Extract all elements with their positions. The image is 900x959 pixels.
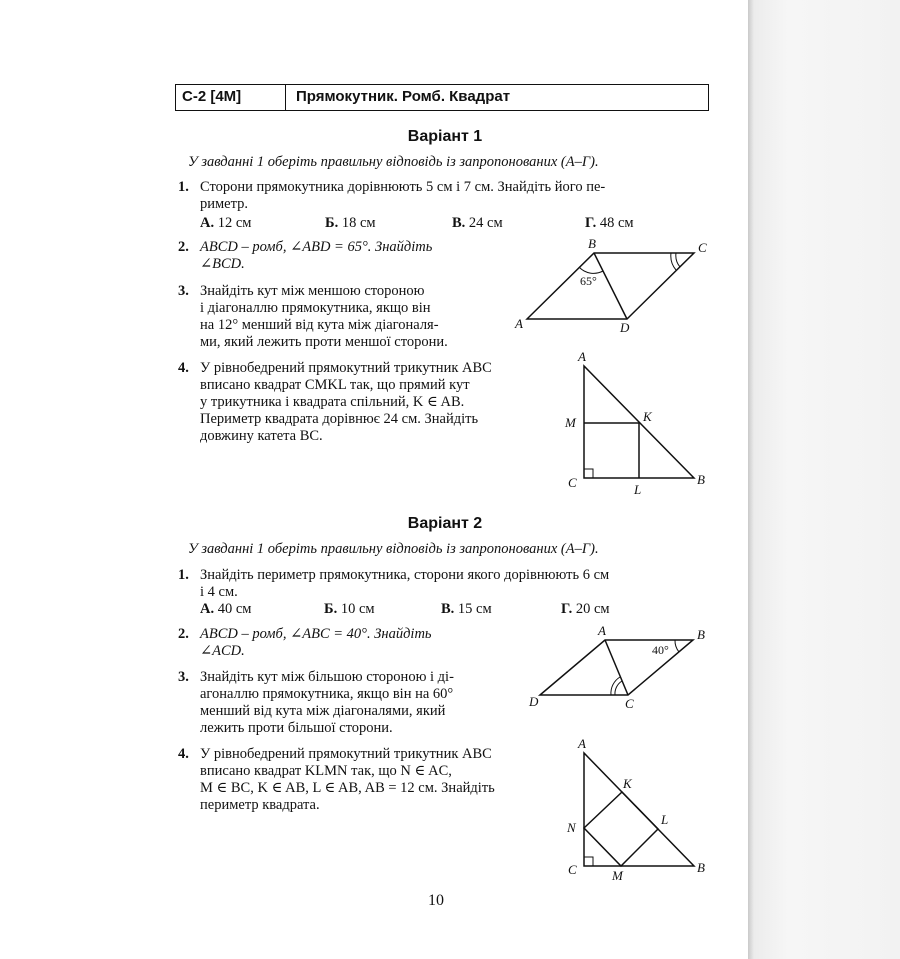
variant1-title: Варіант 1 <box>407 128 483 145</box>
v1-task4-line: у трикутника і квадрата спільний, K ∈ AB. <box>200 394 465 410</box>
label-k: K <box>623 776 632 791</box>
variant2-title: Варіант 2 <box>407 515 483 532</box>
square-cmkl <box>584 423 639 478</box>
v1-triangle-figure <box>560 348 720 498</box>
angle-arc-b <box>675 640 679 652</box>
v1-task4 <box>178 360 560 445</box>
v2-task1-line1: Знайдіть периметр прямокутника, сторони якого дорівнюють 6 см <box>200 567 610 583</box>
label-a: A <box>598 623 606 638</box>
v2-task4-number: 4. <box>178 746 189 762</box>
v1-task2-line2: ∠BCD. <box>200 256 245 272</box>
v2-option-b: Б. 10 см <box>324 601 375 617</box>
v1-task3 <box>178 283 520 351</box>
label-d: D <box>620 320 630 335</box>
v1-rhombus-figure <box>500 235 730 335</box>
v2-task3 <box>178 669 530 737</box>
v1-task4-number: 4. <box>178 360 189 376</box>
label-d: D <box>529 694 539 709</box>
v2-option-a: А. 40 см <box>200 601 252 617</box>
label-a: A <box>578 349 586 364</box>
v1-task2 <box>178 239 510 273</box>
label-b: B <box>697 860 705 875</box>
v1-task2-number: 2. <box>178 239 189 255</box>
v2-option-d: Г. 20 см <box>561 601 610 617</box>
v2-task3-number: 3. <box>178 669 189 685</box>
v1-task3-line: Знайдіть кут між меншою стороною <box>200 283 425 299</box>
v2-task2-number: 2. <box>178 626 189 642</box>
angle-label: 40° <box>652 643 669 657</box>
v2-task4-line: вписано квадрат KLMN так, що N ∈ AC, <box>200 763 452 779</box>
v1-task4-line: довжину катета BC. <box>200 428 323 444</box>
label-b: B <box>697 472 705 487</box>
v2-task2 <box>178 626 520 660</box>
angle-label: 65° <box>580 274 597 288</box>
angle-arc-b <box>579 267 603 273</box>
v1-task2-line1: ABCD – ромб, ∠ABD = 65°. Знайдіть <box>200 239 433 255</box>
label-b: B <box>588 236 596 251</box>
label-m: M <box>565 415 576 430</box>
v2-task3-line: менший від кута між діагоналями, який <box>200 703 446 719</box>
v1-option-b: Б. 18 см <box>325 215 376 231</box>
right-angle-mark <box>584 469 593 478</box>
v1-task3-number: 3. <box>178 283 189 299</box>
header-code: С-2 [4М] <box>176 85 286 110</box>
label-c: C <box>568 862 577 877</box>
angle-arc-c-inner <box>671 253 676 270</box>
label-l: L <box>634 482 642 497</box>
v1-option-d: Г. 48 см <box>585 215 634 231</box>
diagonal-bd <box>594 253 627 319</box>
v2-option-c: В. 15 см <box>441 601 492 617</box>
label-l: L <box>661 812 669 827</box>
v1-task3-line: і діагоналлю прямокутника, якщо він <box>200 300 431 316</box>
v1-task3-line: на 12° менший від кута між діагоналя- <box>200 317 439 333</box>
angle-arc-c <box>676 253 680 267</box>
v1-task3-line: ми, який лежить проти меншої сторони. <box>200 334 448 350</box>
v1-task1 <box>178 179 740 213</box>
v1-task1-line2: риметр. <box>200 196 249 212</box>
label-c: C <box>568 475 577 490</box>
label-c: C <box>698 240 707 255</box>
v2-task3-line: агоналлю прямокутника, якщо він на 60° <box>200 686 454 702</box>
v1-task1-number: 1. <box>178 179 189 195</box>
v2-task1-line2: і 4 см. <box>200 584 238 600</box>
v1-option-c: В. 24 см <box>452 215 503 231</box>
header-title: Прямокутник. Ромб. Квадрат <box>296 88 511 105</box>
v2-task4-line: M ∈ BC, K ∈ AB, L ∈ AB, AB = 12 см. Знайдіть <box>200 780 495 796</box>
v1-task1-line1: Сторони прямокутника дорівнюють 5 см і 7 см. Знайдіть його пе- <box>200 179 606 195</box>
v2-rhombus-figure <box>525 622 725 717</box>
v1-task4-line: У рівнобедрений прямокутний трикутник ABC <box>200 360 492 376</box>
v2-task2-line2: ∠ACD. <box>200 643 245 659</box>
v1-task4-line: Периметр квадрата дорівнює 24 см. Знайдіть <box>200 411 479 427</box>
v1-task4-line: вписано квадрат CMKL так, що прямий кут <box>200 377 470 393</box>
page-number: 10 <box>428 892 444 909</box>
label-m: M <box>612 868 623 883</box>
v2-task1-number: 1. <box>178 567 189 583</box>
square-klmn <box>584 792 658 866</box>
label-c: C <box>625 696 634 711</box>
v2-task1 <box>178 567 740 601</box>
right-angle-mark <box>584 857 593 866</box>
v2-task4 <box>178 746 560 814</box>
v2-task2-line1: ABCD – ромб, ∠ABC = 40°. Знайдіть <box>200 626 432 642</box>
variant1-instruction: У завданні 1 оберіть правильну відповідь із запропонованих (А–Г). <box>188 154 599 170</box>
variant2-instruction: У завданні 1 оберіть правильну відповідь із запропонованих (А–Г). <box>188 541 599 557</box>
worksheet-header <box>175 84 709 111</box>
v2-task3-line: лежить проти більшої сторони. <box>200 720 393 736</box>
label-n: N <box>567 820 576 835</box>
v2-task4-line: У рівнобедрений прямокутний трикутник ABC <box>200 746 492 762</box>
v2-triangle-figure <box>560 733 720 888</box>
label-k: K <box>643 409 652 424</box>
angle-arc-c <box>615 681 622 695</box>
v1-option-a: А. 12 см <box>200 215 252 231</box>
label-a: A <box>578 736 586 751</box>
v2-task4-line: периметр квадрата. <box>200 797 320 813</box>
label-b: B <box>697 627 705 642</box>
label-a: A <box>515 316 523 331</box>
v2-task3-line: Знайдіть кут між більшою стороною і ді- <box>200 669 454 685</box>
